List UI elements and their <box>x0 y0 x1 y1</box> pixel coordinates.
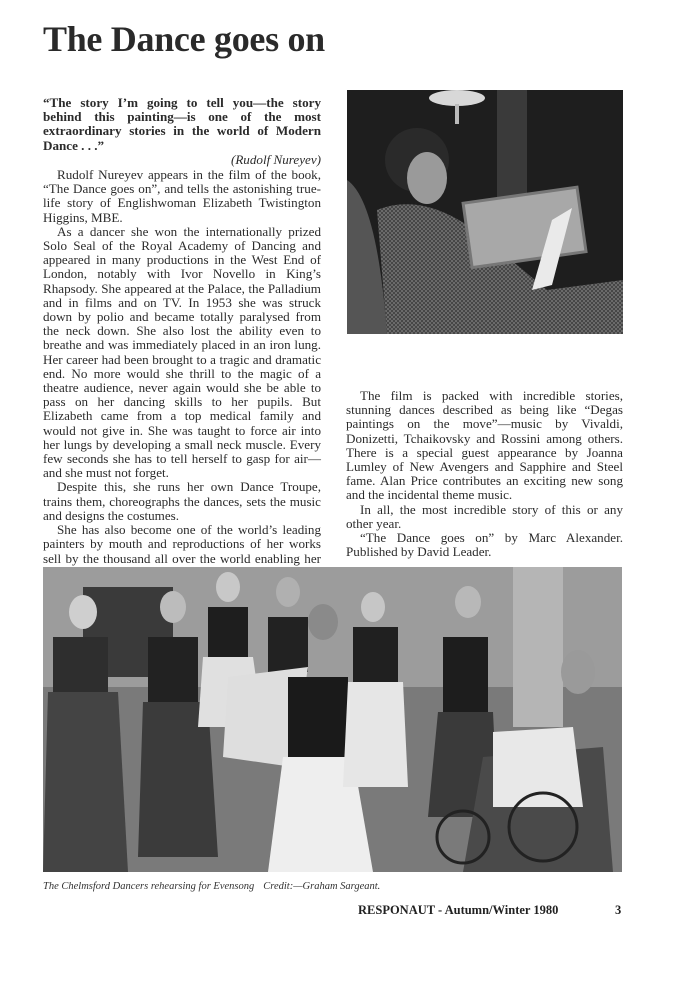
body-paragraph: “The Dance goes on” by Marc Alexander. Published by David Leader. <box>346 530 623 560</box>
footer-publication: RESPONAUT - Autumn/Winter 1980 <box>358 903 559 917</box>
body-paragraph: The film is packed with incredible stories, stunning dances described as being like “Degas paintings on the move”—music by Vivaldi, Donizetti, Tchaikovsky and Rossini among others. There is a special guest appearance by Joanna Lumley of New Avengers and Sapphire and Steel fame. Alan Price contributes an exciting new song and the incidental theme music. <box>346 388 623 503</box>
body-paragraph: She has also become one of the world’s leading painters by mouth and reproductions of her works sell by the thousand all over the world enabling her <box>43 522 321 566</box>
article-title: The Dance goes on <box>43 19 325 59</box>
left-column <box>43 96 321 580</box>
caption-text: The Chelmsford Dancers rehearsing for Evensong <box>43 881 255 892</box>
photo-credit: Credit:—Graham Sargeant. <box>263 881 381 892</box>
lead-attribution: (Rudolf Nureyev) <box>230 151 321 167</box>
dancers-photo-illustration <box>43 567 622 872</box>
photo-nureyev-with-painting <box>347 90 623 334</box>
body-paragraph: Despite this, she runs her own Dance Troupe, trains them, choreographs the dances, sets the music and designs the costumes. <box>43 479 321 523</box>
body-paragraph: Rudolf Nureyev appears in the film of the book, “The Dance goes on”, and tells the astonishing true-life story of Englishwoman Elizabeth Twistington Higgins, MBE. <box>43 167 321 225</box>
lead-quote: “The story I’m going to tell you—the story behind this painting—is one of the most extraordinary stories in the world of Modern Dance . . .” <box>43 95 321 153</box>
right-column <box>346 389 623 559</box>
photo-chelmsford-dancers <box>43 567 622 872</box>
page-number: 3 <box>615 903 622 917</box>
body-paragraph: As a dancer she won the internationally prized Solo Seal of the Royal Academy of Dancing and appeared in many productions in the West End of London, notably with Ivor Novello in King’s Rhapsody. She appeared at the Palace, the Palladium and in films and on TV. In 1953 she was struck down by polio and became totally paralysed from the neck down. She also lost the ability even to breathe and was immediately placed in an iron lung. Her career had been brought to a tragic and dramatic end. No more would she thrill to the magic of a theatre audience, never again would she be able to pass on her dancing skills to her pupils. But Elizabeth came from a top medical family and would not give in. She was taught to force air into her lungs by developing a small neck muscle. Every few seconds she has to tell herself to gasp for air—and she must not forget. <box>43 223 321 481</box>
body-paragraph: In all, the most incredible story of this or any other year. <box>346 501 623 531</box>
nureyev-photo-illustration <box>347 90 623 334</box>
photo-caption <box>43 881 380 892</box>
